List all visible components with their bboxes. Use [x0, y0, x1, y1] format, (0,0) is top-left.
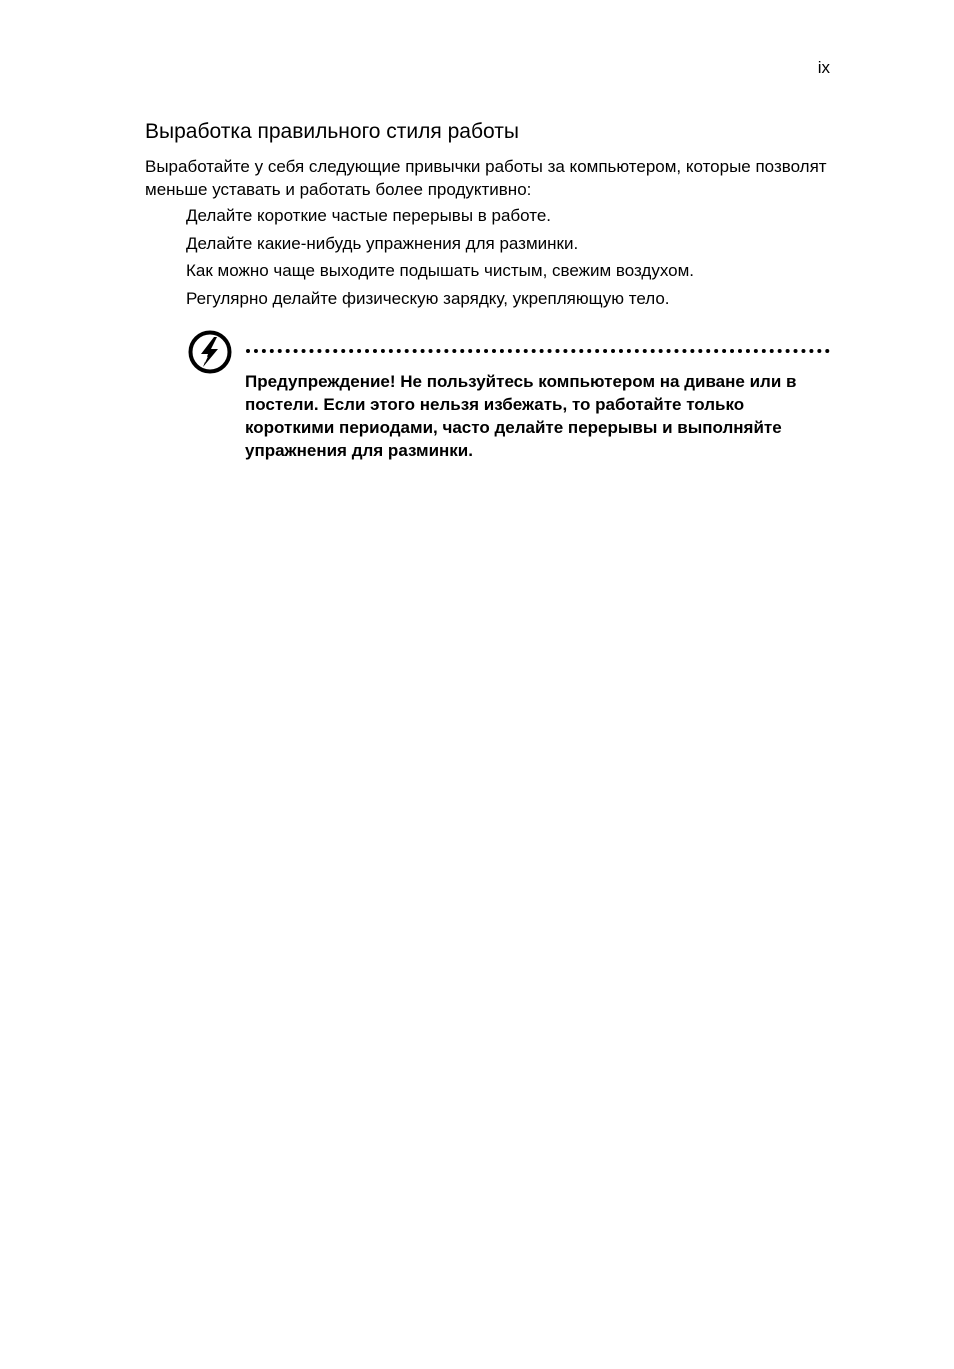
warning-divider: [246, 349, 830, 353]
warning-text: Предупреждение! Не пользуйтесь компьютером на диване или в постели. Если этого нельзя избежать, то работайте только короткими периодами, часто делайте перерывы и выполняйте упражнения для разминки.: [245, 372, 797, 460]
section-title: Выработка правильного стиля работы: [145, 120, 519, 143]
intro-paragraph: Выработайте у себя следующие привычки работы за компьютером, которые позволят меньше уставать и работать более продуктивно:: [145, 157, 827, 199]
list-item: Делайте короткие частые перерывы в работе.: [186, 206, 552, 225]
list-item: Как можно чаще выходите подышать чистым, свежим воздухом.: [186, 261, 695, 281]
page-number: ix: [817, 58, 830, 77]
list-item: Делайте какие-нибудь упражнения для разминки.: [186, 233, 579, 253]
habits-list: [186, 205, 694, 316]
list-item: Регулярно делайте физическую зарядку, укрепляющую тело.: [186, 289, 670, 309]
lightning-warning-icon: [187, 329, 233, 375]
